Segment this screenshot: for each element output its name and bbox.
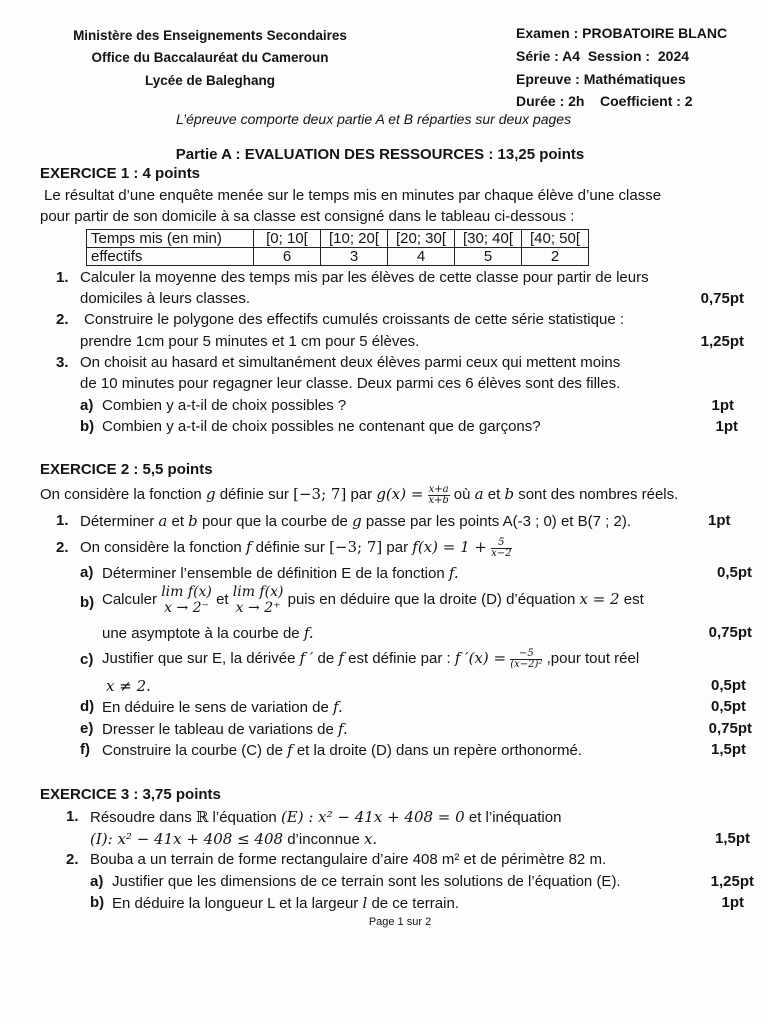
subquestion-letter: b): [80, 594, 95, 611]
table-cell: 6: [254, 248, 321, 266]
points-label: 1,5pt: [714, 830, 750, 847]
text-run: d’inconnue: [287, 831, 360, 848]
subquestion-letter: d): [80, 698, 95, 715]
office-name: Office du Baccalauréat du Cameroun: [91, 50, 329, 65]
points-label: 1pt: [715, 418, 738, 435]
limit-expr: lim f(x): [232, 584, 284, 600]
question-text: [102, 648, 639, 670]
question-text: domiciles à leurs classes.: [80, 290, 251, 307]
text-run: et: [216, 590, 229, 608]
subquestion-letter: e): [80, 720, 94, 737]
math-var: f.: [333, 698, 343, 716]
question-text: [102, 624, 314, 642]
table-row: [87, 248, 589, 266]
table-row: [87, 230, 589, 248]
question-text: [102, 698, 343, 716]
fraction-denominator: x+b: [428, 494, 449, 506]
question-text: [112, 894, 459, 912]
question-text: Calculer la moyenne des temps mis par les élèves de cette classe pour partir de leurs: [80, 269, 649, 286]
math-var: l: [362, 894, 368, 912]
text-run: sont des nombres réels.: [518, 486, 679, 503]
exercise-1-intro-line2: pour partir de son domicile à sa classe est consigné dans le tableau ci-dessous :: [40, 208, 575, 225]
math-var: x.: [363, 830, 378, 848]
points-label: 0,75pt: [700, 290, 744, 307]
math-var: a: [158, 512, 168, 530]
points-label: 0,75pt: [708, 624, 752, 641]
math-var: g: [205, 485, 216, 503]
text-run: une asymptote à la courbe de: [102, 625, 300, 642]
exam-serie-session: Série : A4 Session : 2024: [516, 48, 690, 64]
points-label: 1,5pt: [710, 741, 746, 758]
text-run: Calculer: [102, 590, 158, 608]
question-text: [80, 537, 512, 559]
math-expr: (E) : x² − 41x + 408 = 0: [280, 808, 465, 826]
text-run: est définie par :: [348, 650, 451, 667]
subquestion-letter: b): [80, 418, 95, 435]
points-label: 1,25pt: [710, 873, 754, 890]
text-run: de ce terrain.: [371, 895, 459, 912]
fraction-numerator: x+a: [428, 483, 449, 495]
text-run: et l’inéquation: [468, 809, 562, 826]
question-text: Construire le polygone des effectifs cumulés croissants de cette série statistique :: [84, 311, 624, 328]
points-label: 1,25pt: [700, 333, 744, 350]
points-label: 0,5pt: [716, 564, 752, 581]
table-cell: [0; 10[: [254, 230, 321, 248]
math-fraction: [510, 649, 542, 670]
text-run: puis en déduire que la droite (D) d’équation: [287, 590, 576, 608]
question-text: [80, 512, 631, 530]
math-var: g: [352, 512, 362, 530]
math-var: f: [245, 538, 252, 556]
math-var: f: [337, 720, 343, 738]
text-run: On considère la fonction: [80, 539, 242, 556]
text-run: Construire la courbe (C) de: [102, 742, 283, 759]
text-run: On considère la fonction: [40, 486, 202, 503]
limit-expr: lim f(x): [161, 584, 212, 600]
question-text: [102, 564, 459, 582]
math-expr: f(x) = 1 +: [412, 538, 487, 556]
math-var: f: [448, 564, 454, 582]
text-run: Déterminer l’ensemble de définition E de la fonction: [102, 565, 445, 582]
text-run: l’équation: [212, 809, 277, 826]
subquestion-letter: a): [80, 397, 94, 414]
question-text: Combien y a-t-il de choix possibles ne contenant que de garçons?: [102, 418, 541, 435]
exam-subject: Epreuve : Mathématiques: [516, 71, 686, 87]
fraction-denominator: (x−2)²: [510, 658, 543, 670]
text-run: est: [623, 590, 644, 608]
math-fraction: [491, 538, 511, 559]
math-expr: f ′(x) =: [454, 649, 507, 667]
exercise-3-title: EXERCICE 3 : 3,75 points: [40, 786, 221, 803]
math-var: b: [188, 512, 198, 530]
limit-left: [161, 584, 212, 616]
question-number: 3.: [56, 354, 69, 371]
table-cell: [10; 20[: [321, 230, 388, 248]
question-text: Bouba a un terrain de forme rectangulaire d’aire 408 m² et de périmètre 82 m.: [90, 851, 607, 868]
points-label: 0,5pt: [710, 698, 746, 715]
math-var: f.: [303, 624, 314, 642]
math-var: f.: [337, 720, 348, 738]
text-run: où: [453, 486, 471, 503]
points-label: 1pt: [708, 512, 731, 529]
math-expr: (I): x² − 41x + 408 ≤ 408: [90, 830, 284, 848]
table-cell: [40; 50[: [522, 230, 589, 248]
subquestion-letter: c): [80, 651, 94, 668]
math-var: f: [338, 649, 344, 667]
exam-note: L’épreuve comporte deux partie A et B réparties sur deux pages: [176, 111, 572, 127]
table-cell: 4: [388, 248, 455, 266]
points-label: 1pt: [721, 894, 744, 911]
text-run: Justifier que sur E, la dérivée: [102, 650, 296, 667]
subquestion-letter: a): [80, 564, 94, 581]
math-expr: x ≠ 2.: [106, 677, 151, 695]
text-run: ,pour tout réel: [546, 650, 640, 667]
table-header-cell: Temps mis (en min): [87, 230, 254, 248]
text-run: En déduire la longueur L et la largeur: [112, 895, 359, 912]
exam-duration-coef: Durée : 2h Coefficient : 2: [516, 93, 693, 109]
table-cell: 3: [321, 248, 388, 266]
subquestion-letter: a): [90, 873, 104, 890]
table-header-cell: effectifs: [87, 248, 254, 266]
text-run: par: [386, 539, 409, 556]
math-var: f.: [448, 564, 459, 582]
question-number: 2.: [66, 851, 79, 868]
math-expr: g(x) =: [376, 485, 424, 503]
points-label: 0,75pt: [708, 720, 752, 737]
question-number: 2.: [56, 311, 69, 328]
exam-type: Examen : PROBATOIRE BLANC: [516, 25, 728, 41]
text-run: et: [171, 513, 184, 530]
table-cell: 2: [522, 248, 589, 266]
text-run: de: [317, 650, 335, 667]
table-cell: 5: [455, 248, 522, 266]
points-label: 0,5pt: [710, 677, 746, 694]
question-text: [90, 830, 377, 848]
math-interval: [−3; 7]: [293, 485, 347, 503]
part-a-title: Partie A : EVALUATION DES RESSOURCES : 13,25 points: [175, 146, 585, 163]
text-run: définie sur: [255, 539, 325, 556]
question-text: [102, 741, 582, 759]
table-cell: [30; 40[: [455, 230, 522, 248]
math-var: b: [504, 485, 515, 503]
data-table: [86, 229, 589, 266]
question-text: prendre 1cm pour 5 minutes et 1 cm pour 5 élèves.: [80, 333, 420, 350]
fraction-denominator: x−2: [491, 547, 512, 559]
limit-bound: x → 2⁻: [164, 600, 209, 616]
math-expr: x = 2: [579, 589, 620, 608]
subquestion-letter: f): [80, 741, 90, 758]
math-interval: [−3; 7]: [329, 538, 383, 556]
ministry-name: Ministère des Enseignements Secondaires: [73, 28, 347, 43]
question-number: 1.: [56, 512, 69, 529]
question-number: 2.: [56, 539, 69, 556]
exercise-2-title: EXERCICE 2 : 5,5 points: [40, 461, 213, 478]
text-run: et la droite (D) dans un repère orthonormé.: [296, 742, 582, 759]
question-text: On choisit au hasard et simultanément deux élèves parmi ceux qui mettent moins: [80, 354, 621, 371]
school-name: Lycée de Baleghang: [144, 73, 276, 88]
page-number: Page 1 sur 2: [368, 916, 432, 928]
text-run: Déterminer: [80, 513, 155, 530]
question-text: de 10 minutes pour regagner leur classe. Deux parmi ces 6 élèves sont des filles.: [80, 375, 621, 392]
question-number: 1.: [56, 269, 69, 286]
text-run: pour que la courbe de: [201, 513, 348, 530]
text-run: passe par les points A(-3 ; 0) et B(7 ; 2).: [365, 513, 631, 530]
math-var: a: [474, 485, 484, 503]
text-run: Résoudre dans: [90, 809, 192, 826]
question-number: 1.: [66, 808, 79, 825]
question-text: Combien y a-t-il de choix possibles ?: [102, 397, 347, 414]
question-text: [90, 808, 561, 826]
math-fraction: [428, 485, 450, 506]
question-text: Justifier que les dimensions de ce terrain sont les solutions de l’équation (E).: [112, 873, 621, 890]
exercise-1-title: EXERCICE 1 : 4 points: [40, 165, 201, 182]
limit-right: [233, 584, 284, 616]
fraction-numerator: 5: [491, 538, 511, 549]
exercise-1-intro-line1: Le résultat d’une enquête menée sur le temps mis en minutes par chaque élève d’une classe: [44, 187, 662, 204]
points-label: 1pt: [711, 397, 734, 414]
text-run: par: [350, 486, 373, 503]
question-text: [102, 720, 348, 738]
math-var: f: [333, 698, 339, 716]
subquestion-letter: b): [90, 894, 105, 911]
exercise-2-intro: [40, 484, 678, 506]
math-set: ℝ: [195, 808, 209, 826]
math-var: f: [303, 624, 309, 642]
text-run: Dresser le tableau de variations de: [102, 721, 334, 738]
math-expr: f ′: [299, 649, 314, 667]
table-cell: [20; 30[: [388, 230, 455, 248]
question-text: [102, 584, 644, 616]
text-run: et: [487, 486, 501, 503]
text-run: définie sur: [219, 486, 289, 503]
fraction-numerator: −5: [510, 649, 542, 660]
text-run: En déduire le sens de variation de: [102, 699, 329, 716]
math-var: f: [287, 741, 293, 759]
limit-bound: x → 2⁺: [235, 600, 281, 616]
